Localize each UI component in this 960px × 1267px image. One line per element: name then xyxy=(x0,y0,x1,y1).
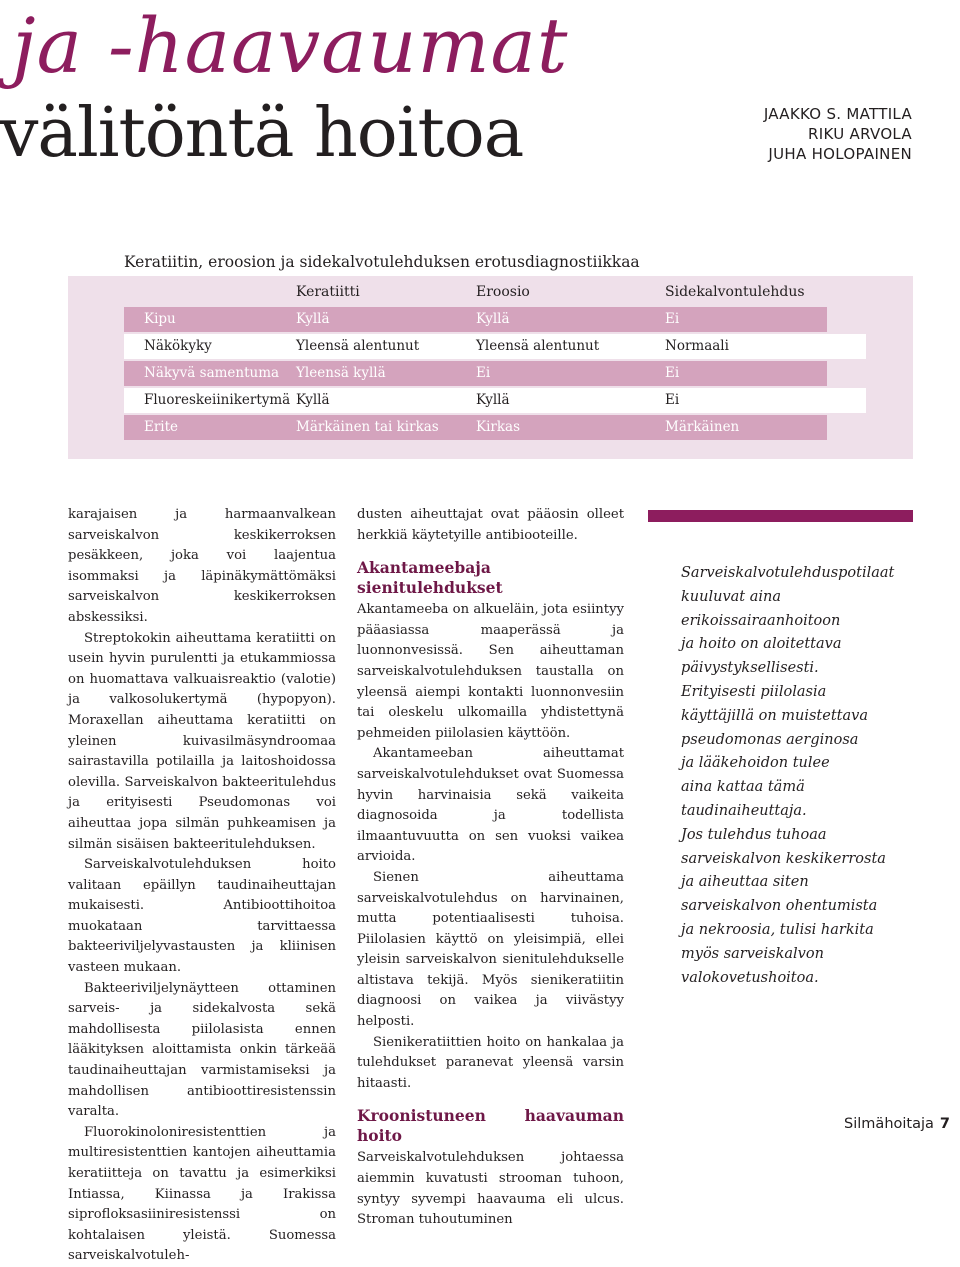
table-cell: Normaali xyxy=(665,338,729,354)
table-cell: Ei xyxy=(665,365,680,381)
title-line-1: ja -haavaumat xyxy=(12,1,569,90)
author-name: RIKU ARVOLA xyxy=(808,125,912,143)
paragraph: Akantameeba on alkueläin, jota esiintyy pääasiassa maaperässä ja luonnonvesissä. Sen aiheuttaman sarveiskalvotulehduksen taustalla on yleensä aiempi kontakti luonnonvesiin tai oleskelu ulkomailla yhdistettynä pehmeiden piilolasien käyttöön. xyxy=(357,602,624,741)
accent-bar xyxy=(648,510,913,522)
section-heading: Akantameebaja sienitulehdukset xyxy=(357,558,503,598)
row-label: Erite xyxy=(144,419,179,435)
body-column-1 xyxy=(68,505,336,1267)
paragraph: Sarveiskalvotulehduksen hoito valitaan epäillyn taudinaiheuttajan mukaisesti. Antibioottihoitoa muokataan tarvittaessa bakteeriviljelyvastausten ja kliinisen vasteen mukaan. xyxy=(68,857,336,976)
quote-line: myös sarveiskalvon xyxy=(681,945,824,962)
page-number: 7 xyxy=(939,1116,950,1132)
quote-line: ja hoito on aloitettava xyxy=(681,636,842,653)
row-label: Näkyvä samentuma xyxy=(144,365,280,381)
journal-name: Silmähoitaja xyxy=(844,1116,934,1132)
table-cell: Kyllä xyxy=(476,311,510,327)
quote-line: Jos tulehdus tuhoaa xyxy=(681,826,827,843)
table-row xyxy=(124,415,827,440)
author-name: JAAKKO S. MATTILA xyxy=(763,105,912,123)
row-label: Kipu xyxy=(144,311,176,327)
quote-line: ja nekroosia, tulisi harkita xyxy=(681,921,874,938)
author-name: JUHA HOLOPAINEN xyxy=(768,145,912,163)
table-header-sidekalvontulehdus: Sidekalvontulehdus xyxy=(665,284,805,300)
table-header-eroosio: Eroosio xyxy=(476,284,530,300)
table-cell: Märkäinen tai kirkas xyxy=(296,419,439,435)
table-cell: Yleensä alentunut xyxy=(296,338,420,354)
paragraph: Sarveiskalvotulehduksen johtaessa aiemmin kuvatusti strooman tuhoon, syntyy syvempi haavauma eli ulcus. Stroman tuhoutuminen xyxy=(357,1150,624,1228)
quote-line: Erityisesti piilolasia xyxy=(681,683,827,700)
table-cell: Yleensä kyllä xyxy=(296,365,386,381)
quote-line: ja lääkehoidon tulee xyxy=(681,755,830,772)
table-cell: Yleensä alentunut xyxy=(476,338,600,354)
quote-line: käyttäjillä on muistettava xyxy=(681,707,868,724)
table-header-keratiitti: Keratiitti xyxy=(296,284,360,300)
quote-line: erikoissairaanhoitoon xyxy=(681,612,841,629)
paragraph: karajaisen ja harmaanvalkean sarveiskalvon keskikerroksen pesäkkeen, joka voi laajentua isommaksi ja läpinäkymättömäksi sarveiskalvon keskikerroksen abskessiksi. xyxy=(68,507,336,625)
page-footer xyxy=(844,1116,950,1132)
section-heading: Kroonistuneen haavauman hoito xyxy=(357,1106,624,1146)
table-cell: Kirkas xyxy=(476,419,521,435)
quote-line: kuuluvat aina xyxy=(681,588,781,605)
table-row xyxy=(124,361,827,386)
quote-line: aina kattaa tämä xyxy=(681,779,805,796)
table-row xyxy=(124,307,827,332)
pull-quote xyxy=(681,562,906,990)
table-cell: Kyllä xyxy=(476,392,510,408)
quote-line: Sarveiskalvotulehduspotilaat xyxy=(681,565,895,581)
quote-line: taudinaiheuttaja. xyxy=(681,802,807,819)
body-column-2 xyxy=(357,505,624,1231)
quote-line: päivystyksellisesti. xyxy=(681,660,819,677)
table-cell: Ei xyxy=(476,365,491,381)
paragraph: Sienen aiheuttama sarveiskalvotulehdus on harvinainen, mutta potentiaalisesti tuhoisa. Piilolasien käyttö on yleisimpiä, ellei yleisin sarveiskalvon sienitulehdukselle altistava tekijä. Myös sienikeratiitin diagnoosi on vaikea ja viivästyy helposti. xyxy=(357,869,624,1030)
paragraph: Bakteeriviljelynäytteen ottaminen sarveis- ja sidekalvosta sekä mahdollisesta piilolasista ennen lääkityksen aloittamista onkin tärkeää taudinaiheuttajan varmistamiseksi ja mahdollisen antibioottiresistenssin varalta. xyxy=(68,980,336,1120)
table-cell: Kyllä xyxy=(296,311,330,327)
table-row xyxy=(124,334,866,359)
table-row xyxy=(124,388,866,413)
quote-line: ja aiheuttaa siten xyxy=(681,874,809,891)
title-line-2: välitöntä hoitoa xyxy=(0,94,524,173)
author-list xyxy=(764,104,912,164)
table-cell: Ei xyxy=(665,392,680,408)
quote-line: sarveiskalvon ohentumista xyxy=(681,898,878,915)
row-label: Fluoreskeiinikertymä xyxy=(144,392,291,408)
table-cell: Ei xyxy=(665,311,680,327)
table-caption: Keratiitin, eroosion ja sidekalvotulehduksen erotusdiagnostiikkaa xyxy=(124,253,640,271)
paragraph: Fluorokinoloniresistenttien ja multiresistenttien kantojen aiheuttamia keratiitteja on tavattu ja esimerkiksi Intiassa, Kiinassa ja Irakissa siprofloksasiiniresistenssi on kohtalaisen yleistä. Suomessa sarveiskalvotuleh- xyxy=(68,1124,336,1264)
paragraph: Sienikeratiittien hoito on hankalaa ja tulehdukset paranevat yleensä varsin hitaasti. xyxy=(357,1034,624,1091)
table-cell: Märkäinen xyxy=(665,419,740,435)
row-label: Näkökyky xyxy=(144,338,212,354)
paragraph: dusten aiheuttajat ovat pääosin olleet herkkiä käytetyille antibiooteille. xyxy=(357,507,624,543)
paragraph: Akantameeban aiheuttamat sarveiskalvotulehdukset ovat Suomessa hyvin harvinaisia sekä vaikeita diagnosoida ja todellista ilmaantuvuutta on sen vuoksi vaikea arvioida. xyxy=(357,746,624,865)
table-cell: Kyllä xyxy=(296,392,330,408)
quote-line: sarveiskalvon keskikerrosta xyxy=(681,850,886,867)
paragraph: Streptokokin aiheuttama keratiitti on usein hyvin purulentti ja etukammiossa on huomattava valkuaisreaktio (valotie) ja valkosolukertymä (hypopyon). Moraxellan aiheuttama keratiitti on yleinen kuivasilmäsyndroomaa sairastavilla potilailla ja laitoshoidossa olevilla. Sarveiskalvon bakteeritulehdus ja erityisesti Pseudomonas voi aiheuttaa jopa silmän puhkeamisen ja silmän sisäisen bakteeritulehduksen. xyxy=(68,630,336,852)
quote-line: pseudomonas aerginosa xyxy=(681,731,859,748)
quote-line: valokovetushoitoa. xyxy=(681,969,819,986)
